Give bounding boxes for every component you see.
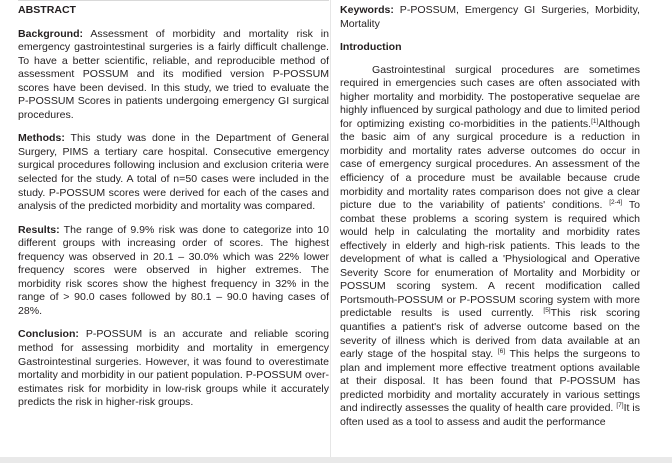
results-text: The range of 9.9% risk was done to categorize into 10 different groups with increasing order of scores. The highest frequency was observed in 20.1 – 30.0% which was 22% lower frequency scores were observed in higher extremes. The morbidity risk scores show the highest frequency in 32% in the range of > 90.0 cases followed by 80.1 – 90.0 having cases of 28%. (18, 223, 329, 317)
intro-text-5: This helps the surgeons to plan and implement more effective treatment options available at their disposal. It has been found that P-POSSUM has predicted morbidity and mortality accurately in various settings and indirectly assesses the quality of health care provided. (340, 348, 640, 415)
citation-7: [7] (616, 402, 624, 410)
keywords-label: Keywords: (340, 4, 394, 16)
background-text: Assessment of morbidity and mortality risk in emergency gastrointestinal surgeries is a fairly difficult challenge. To have a better scientific, reliable, and reproducible method of assessment POSSUM and its modified version P-POSSUM scores have been devised. In this study, we tried to evaluate the P-POSSUM Scores in patients undergoing emergency GI surgical procedures. (18, 27, 329, 121)
citation-2-4: [2-4] (609, 199, 623, 207)
abstract-column (18, 0, 329, 420)
citation-1: [1] (591, 117, 599, 125)
intro-text-3: To combat these problems a scoring system is required which would help in calculating the mortality and morbidity rates effectively in elderly and high-risk patients. This leads to the development of what is called a 'Physiological and Operative Severity Score for enumeration of Mortality and Morbidity or POSSUM scoring system. A recent modification called Portsmouth-POSSUM or P-POSSUM scoring system with more predictable results is used currently. (340, 199, 640, 320)
results-paragraph (18, 224, 329, 319)
intro-text-4: This risk scoring quantifies a patient's risk of adverse outcome based on the severity of illness which is derived from data available at an early stage of the hospital stay. (340, 307, 641, 361)
abstract-heading: ABSTRACT (18, 4, 77, 16)
page-bottom-band (0, 457, 672, 463)
keywords-paragraph (340, 4, 640, 31)
results-label: Results: (18, 223, 60, 236)
main-column (340, 0, 640, 429)
intro-text-6: It is often used as a tool to assess and audit the performance (340, 402, 640, 428)
citation-6: [6] (497, 348, 506, 356)
conclusion-paragraph (18, 328, 329, 409)
methods-paragraph (18, 132, 329, 213)
introduction-paragraph (340, 64, 640, 430)
conclusion-text: P-POSSUM is an accurate and reliable scoring method for assessing morbidity and mortality in emergency Gastrointestinal surgeries. However, it was found to overestimate mortality and morbidity in our patient population. P-POSSUM over-estimates risk for morbidity in low-risk groups while it accurately predicts the risk in higher-risk groups. (18, 328, 329, 409)
conclusion-label: Conclusion: (18, 328, 79, 341)
background-paragraph (18, 28, 329, 123)
citation-5: [5] (543, 307, 551, 315)
background-label: Background: (18, 27, 84, 40)
intro-text-1: Gastrointestinal surgical procedures are sometimes required in emergencies such cases are often associated with higher mortality and morbidity. The postoperative sequelae are highly influenced by surgical pathology and due to limited period for optimizing existing co-morbidities in the patients. (340, 63, 640, 130)
column-divider (330, 0, 331, 463)
keywords-text: P-POSSUM, Emergency GI Surgeries, Morbidity, Mortality (340, 4, 640, 30)
methods-text: This study was done in the Department of General Surgery, PIMS a tertiary care hospital. Consecutive emergency surgical procedures following inclusion and exclusion criteria were selected for the study. A total of n=50 cases were included in the study. P-POSSUM scores were derived for each of the cases and analysis of the predicted morbidity and mortality was compared. (18, 132, 329, 213)
introduction-heading: Introduction (340, 41, 402, 54)
methods-label: Methods: (18, 132, 65, 145)
intro-text-2: Although the basic aim of any surgical procedure is a reduction in morbidity and mortality rates adverse outcomes do occur in case of emergency surgical procedures. An assessment of the efficiency of a procedure must be available because crude morbidity and mortality rates comparison does not give a clear picture due to the variability of patients' conditions. (340, 117, 640, 212)
